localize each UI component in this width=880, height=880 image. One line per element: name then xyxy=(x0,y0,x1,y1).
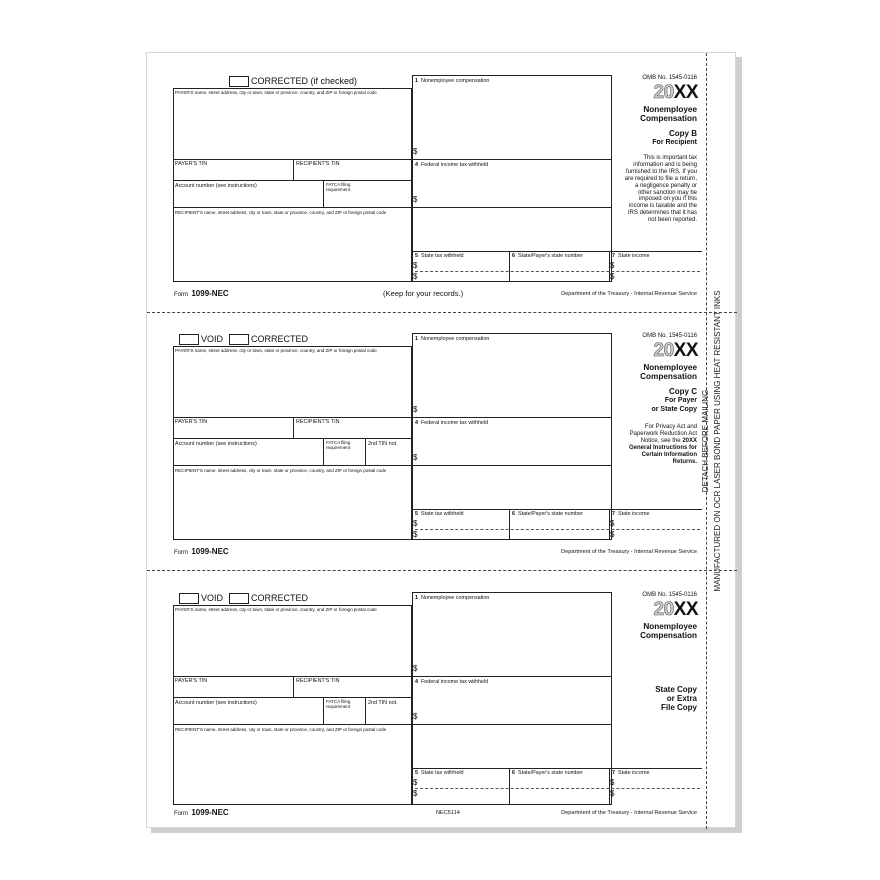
copy-c-section xyxy=(147,332,707,586)
recipient-name-label: RECIPIENT'S name, street address, city or town, state or province, country, and ZIP or foreign postal code xyxy=(175,210,387,215)
second-tin-label: 2nd TIN not. xyxy=(368,441,398,447)
box6-label xyxy=(512,770,583,776)
form-title-line2: Compensation xyxy=(640,372,697,381)
box5-number: 5 xyxy=(415,770,418,776)
box6-number: 6 xyxy=(512,511,515,517)
copy-c-note xyxy=(625,424,697,465)
form-word: Form xyxy=(174,292,188,298)
box1-number: 1 xyxy=(415,336,418,342)
form-title-line2: Compensation xyxy=(640,631,697,640)
copy-c-sub1: For Payer xyxy=(664,397,697,404)
box1-label xyxy=(415,595,489,601)
tax-year-prefix: 20 xyxy=(653,82,674,103)
box7-dollar-2: $ xyxy=(610,272,615,281)
form-title xyxy=(640,363,697,381)
tax-year-suffix: XX xyxy=(673,340,698,361)
box1-dollar: $ xyxy=(413,405,418,414)
tax-year-suffix: XX xyxy=(673,599,698,620)
void-checkbox[interactable] xyxy=(179,334,199,345)
copy-c-title xyxy=(651,387,697,414)
box7-text: State income xyxy=(618,253,650,259)
box7-number: 7 xyxy=(612,253,615,259)
second-tin-label: 2nd TIN not. xyxy=(368,700,398,706)
box7-dollar-1: $ xyxy=(610,519,615,528)
recipient-name-label: RECIPIENT'S name, street address, city or town, state or province, country, and ZIP or foreign postal code xyxy=(175,468,387,473)
box1-number: 1 xyxy=(415,78,418,84)
department-footer: Department of the Treasury - Internal Revenue Service xyxy=(561,549,697,555)
fatca-label: FATCA filing requirement xyxy=(326,699,351,709)
form-number: 1099-NEC xyxy=(191,547,229,556)
box7-number: 7 xyxy=(612,770,615,776)
copy-b-section xyxy=(147,73,707,327)
copy-b-sub: For Recipient xyxy=(652,139,697,146)
box5-label xyxy=(415,511,464,517)
box5-dollar-2: $ xyxy=(413,530,418,539)
payer-name-label: PAYER'S name, street address, city or town, state or province, country, and ZIP or foreign postal code xyxy=(175,348,377,353)
void-label: VOID xyxy=(201,593,224,603)
payer-name-field[interactable] xyxy=(175,97,409,157)
form-title xyxy=(640,105,697,123)
box7-text: State income xyxy=(618,770,650,776)
form-title-line1: Nonemployee xyxy=(643,105,697,114)
corrected-checkbox[interactable] xyxy=(229,76,249,87)
copy-c-note-bold: 20XX General Instructions for Certain Information Returns. xyxy=(628,437,697,465)
payer-name-label: PAYER'S name, street address, city or town, state or province, country, and ZIP or foreign postal code xyxy=(175,90,377,95)
side-text-manufactured: MANUFACTURED ON OCR LASER BOND PAPER USING HEAT RESISTANT INKS xyxy=(713,290,722,592)
box6-text: State/Payer's state number xyxy=(518,770,583,776)
payer-tin-label: PAYER'S TIN xyxy=(175,161,208,167)
box4-text: Federal income tax withheld xyxy=(421,162,489,168)
fatca-label: FATCA filing requirement xyxy=(326,440,351,450)
omb-number: OMB No. 1545-0116 xyxy=(642,75,697,81)
form-name-footer xyxy=(174,289,229,298)
state-copy-line2: or Extra xyxy=(666,694,697,703)
box5-number: 5 xyxy=(415,511,418,517)
form-title-line2: Compensation xyxy=(640,114,697,123)
box1-dollar: $ xyxy=(413,664,418,673)
copy-b-note: This is important tax information and is being furnished to the IRS. If you are required to file a return, a negligence penalty or other sanction may be imposed on you if this income is taxable and the IRS determines that it has not been reported. xyxy=(624,155,697,224)
recipient-name-field[interactable] xyxy=(175,734,409,802)
box4-number: 4 xyxy=(415,162,418,168)
copy-c-sub2: or State Copy xyxy=(651,406,697,413)
form-title-line1: Nonemployee xyxy=(643,363,697,372)
form-title-line1: Nonemployee xyxy=(643,622,697,631)
tax-year xyxy=(654,599,699,621)
corrected-checkbox-state[interactable] xyxy=(229,593,249,604)
box4-label xyxy=(415,679,488,685)
account-number-label: Account number (see instructions) xyxy=(175,441,257,447)
box6-label xyxy=(512,253,583,259)
corrected-if-checked-label: CORRECTED (if checked) xyxy=(251,76,358,86)
fatca-checkbox[interactable] xyxy=(346,191,355,199)
box4-dollar: $ xyxy=(413,712,418,721)
state-copy-line3: File Copy xyxy=(660,703,697,712)
box5-text: State tax withheld xyxy=(421,511,464,517)
side-text-detach: DETACH BEFORE MAILING xyxy=(701,389,710,493)
box1-text: Nonemployee compensation xyxy=(421,78,490,84)
fatca-checkbox[interactable] xyxy=(346,449,355,457)
box1-text: Nonemployee compensation xyxy=(421,336,490,342)
box1-text: Nonemployee compensation xyxy=(421,595,490,601)
form-word: Form xyxy=(174,811,188,817)
box5-dollar-1: $ xyxy=(413,778,418,787)
void-label: VOID xyxy=(201,334,224,344)
copy-c-name: Copy C xyxy=(669,387,697,396)
department-footer: Department of the Treasury - Internal Revenue Service xyxy=(561,810,697,816)
box5-number: 5 xyxy=(415,253,418,259)
box4-label xyxy=(415,162,488,168)
tax-year-suffix: XX xyxy=(673,82,698,103)
box4-dollar: $ xyxy=(413,453,418,462)
box7-dollar-2: $ xyxy=(610,530,615,539)
form-code: NEC5114 xyxy=(436,810,460,816)
recipient-name-label: RECIPIENT'S name, street address, city or town, state or province, country, and ZIP or foreign postal code xyxy=(175,727,387,732)
box1-label xyxy=(415,336,489,342)
box5-text: State tax withheld xyxy=(421,253,464,259)
state-copy-title xyxy=(655,685,697,712)
tax-year-prefix: 20 xyxy=(653,340,674,361)
state-copy-line1: State Copy xyxy=(655,685,697,694)
box5-text: State tax withheld xyxy=(421,770,464,776)
payer-name-field[interactable] xyxy=(175,355,409,415)
fatca-checkbox[interactable] xyxy=(346,708,355,716)
copy-b-title xyxy=(652,129,697,147)
department-footer: Department of the Treasury - Internal Revenue Service xyxy=(561,291,697,297)
box6-number: 6 xyxy=(512,253,515,259)
box4-label xyxy=(415,420,488,426)
box5-label xyxy=(415,253,464,259)
box1-number: 1 xyxy=(415,595,418,601)
recipient-tin-label: RECIPIENT'S TIN xyxy=(296,419,340,425)
box4-text: Federal income tax withheld xyxy=(421,420,489,426)
corrected-label: CORRECTED xyxy=(251,593,309,603)
recipient-tin-label: RECIPIENT'S TIN xyxy=(296,678,340,684)
box7-dollar-1: $ xyxy=(610,778,615,787)
corrected-checkbox-c[interactable] xyxy=(229,334,249,345)
fatca-label: FATCA filing requirement xyxy=(326,182,351,192)
box7-number: 7 xyxy=(612,511,615,517)
box6-text: State/Payer's state number xyxy=(518,253,583,259)
box4-number: 4 xyxy=(415,679,418,685)
box7-text: State income xyxy=(618,511,650,517)
box4-text: Federal income tax withheld xyxy=(421,679,489,685)
state-copy-section xyxy=(147,591,707,845)
box7-label xyxy=(612,253,649,259)
box6-number: 6 xyxy=(512,770,515,776)
copy-b-name: Copy B xyxy=(669,129,697,138)
form-number: 1099-NEC xyxy=(191,289,229,298)
recipient-name-field[interactable] xyxy=(175,217,409,279)
account-number-label: Account number (see instructions) xyxy=(175,183,257,189)
box6-text: State/Payer's state number xyxy=(518,511,583,517)
corrected-label: CORRECTED xyxy=(251,334,309,344)
payer-tin-label: PAYER'S TIN xyxy=(175,678,208,684)
tax-year-prefix: 20 xyxy=(653,599,674,620)
box1-label xyxy=(415,78,489,84)
box7-label xyxy=(612,770,649,776)
payer-tin-label: PAYER'S TIN xyxy=(175,419,208,425)
keep-records-note: (Keep for your records.) xyxy=(383,289,464,298)
tax-year xyxy=(654,82,699,104)
box4-dollar: $ xyxy=(413,195,418,204)
tax-year xyxy=(654,340,699,362)
box5-dollar-2: $ xyxy=(413,789,418,798)
form-number: 1099-NEC xyxy=(191,808,229,817)
box7-dollar-2: $ xyxy=(610,789,615,798)
box7-dollar-1: $ xyxy=(610,261,615,270)
box5-dollar-2: $ xyxy=(413,272,418,281)
form-name-footer xyxy=(174,547,229,556)
form-title xyxy=(640,622,697,640)
box6-label xyxy=(512,511,583,517)
box5-label xyxy=(415,770,464,776)
payer-name-field[interactable] xyxy=(175,614,409,674)
form-sheet xyxy=(146,52,736,828)
omb-number: OMB No. 1545-0116 xyxy=(642,592,697,598)
box4-number: 4 xyxy=(415,420,418,426)
box7-label xyxy=(612,511,649,517)
form-word: Form xyxy=(174,550,188,556)
form-name-footer xyxy=(174,808,229,817)
void-checkbox[interactable] xyxy=(179,593,199,604)
recipient-name-field[interactable] xyxy=(175,475,409,537)
payer-name-label: PAYER'S name, street address, city or town, state or province, country, and ZIP or foreign postal code xyxy=(175,607,377,612)
box1-dollar: $ xyxy=(413,147,418,156)
box5-dollar-1: $ xyxy=(413,261,418,270)
copy-c-note-text: For Privacy Act and Paperwork Reduction Act Notice, see the xyxy=(629,424,697,444)
recipient-tin-label: RECIPIENT'S TIN xyxy=(296,161,340,167)
omb-number: OMB No. 1545-0116 xyxy=(642,333,697,339)
box5-dollar-1: $ xyxy=(413,519,418,528)
account-number-label: Account number (see instructions) xyxy=(175,700,257,706)
